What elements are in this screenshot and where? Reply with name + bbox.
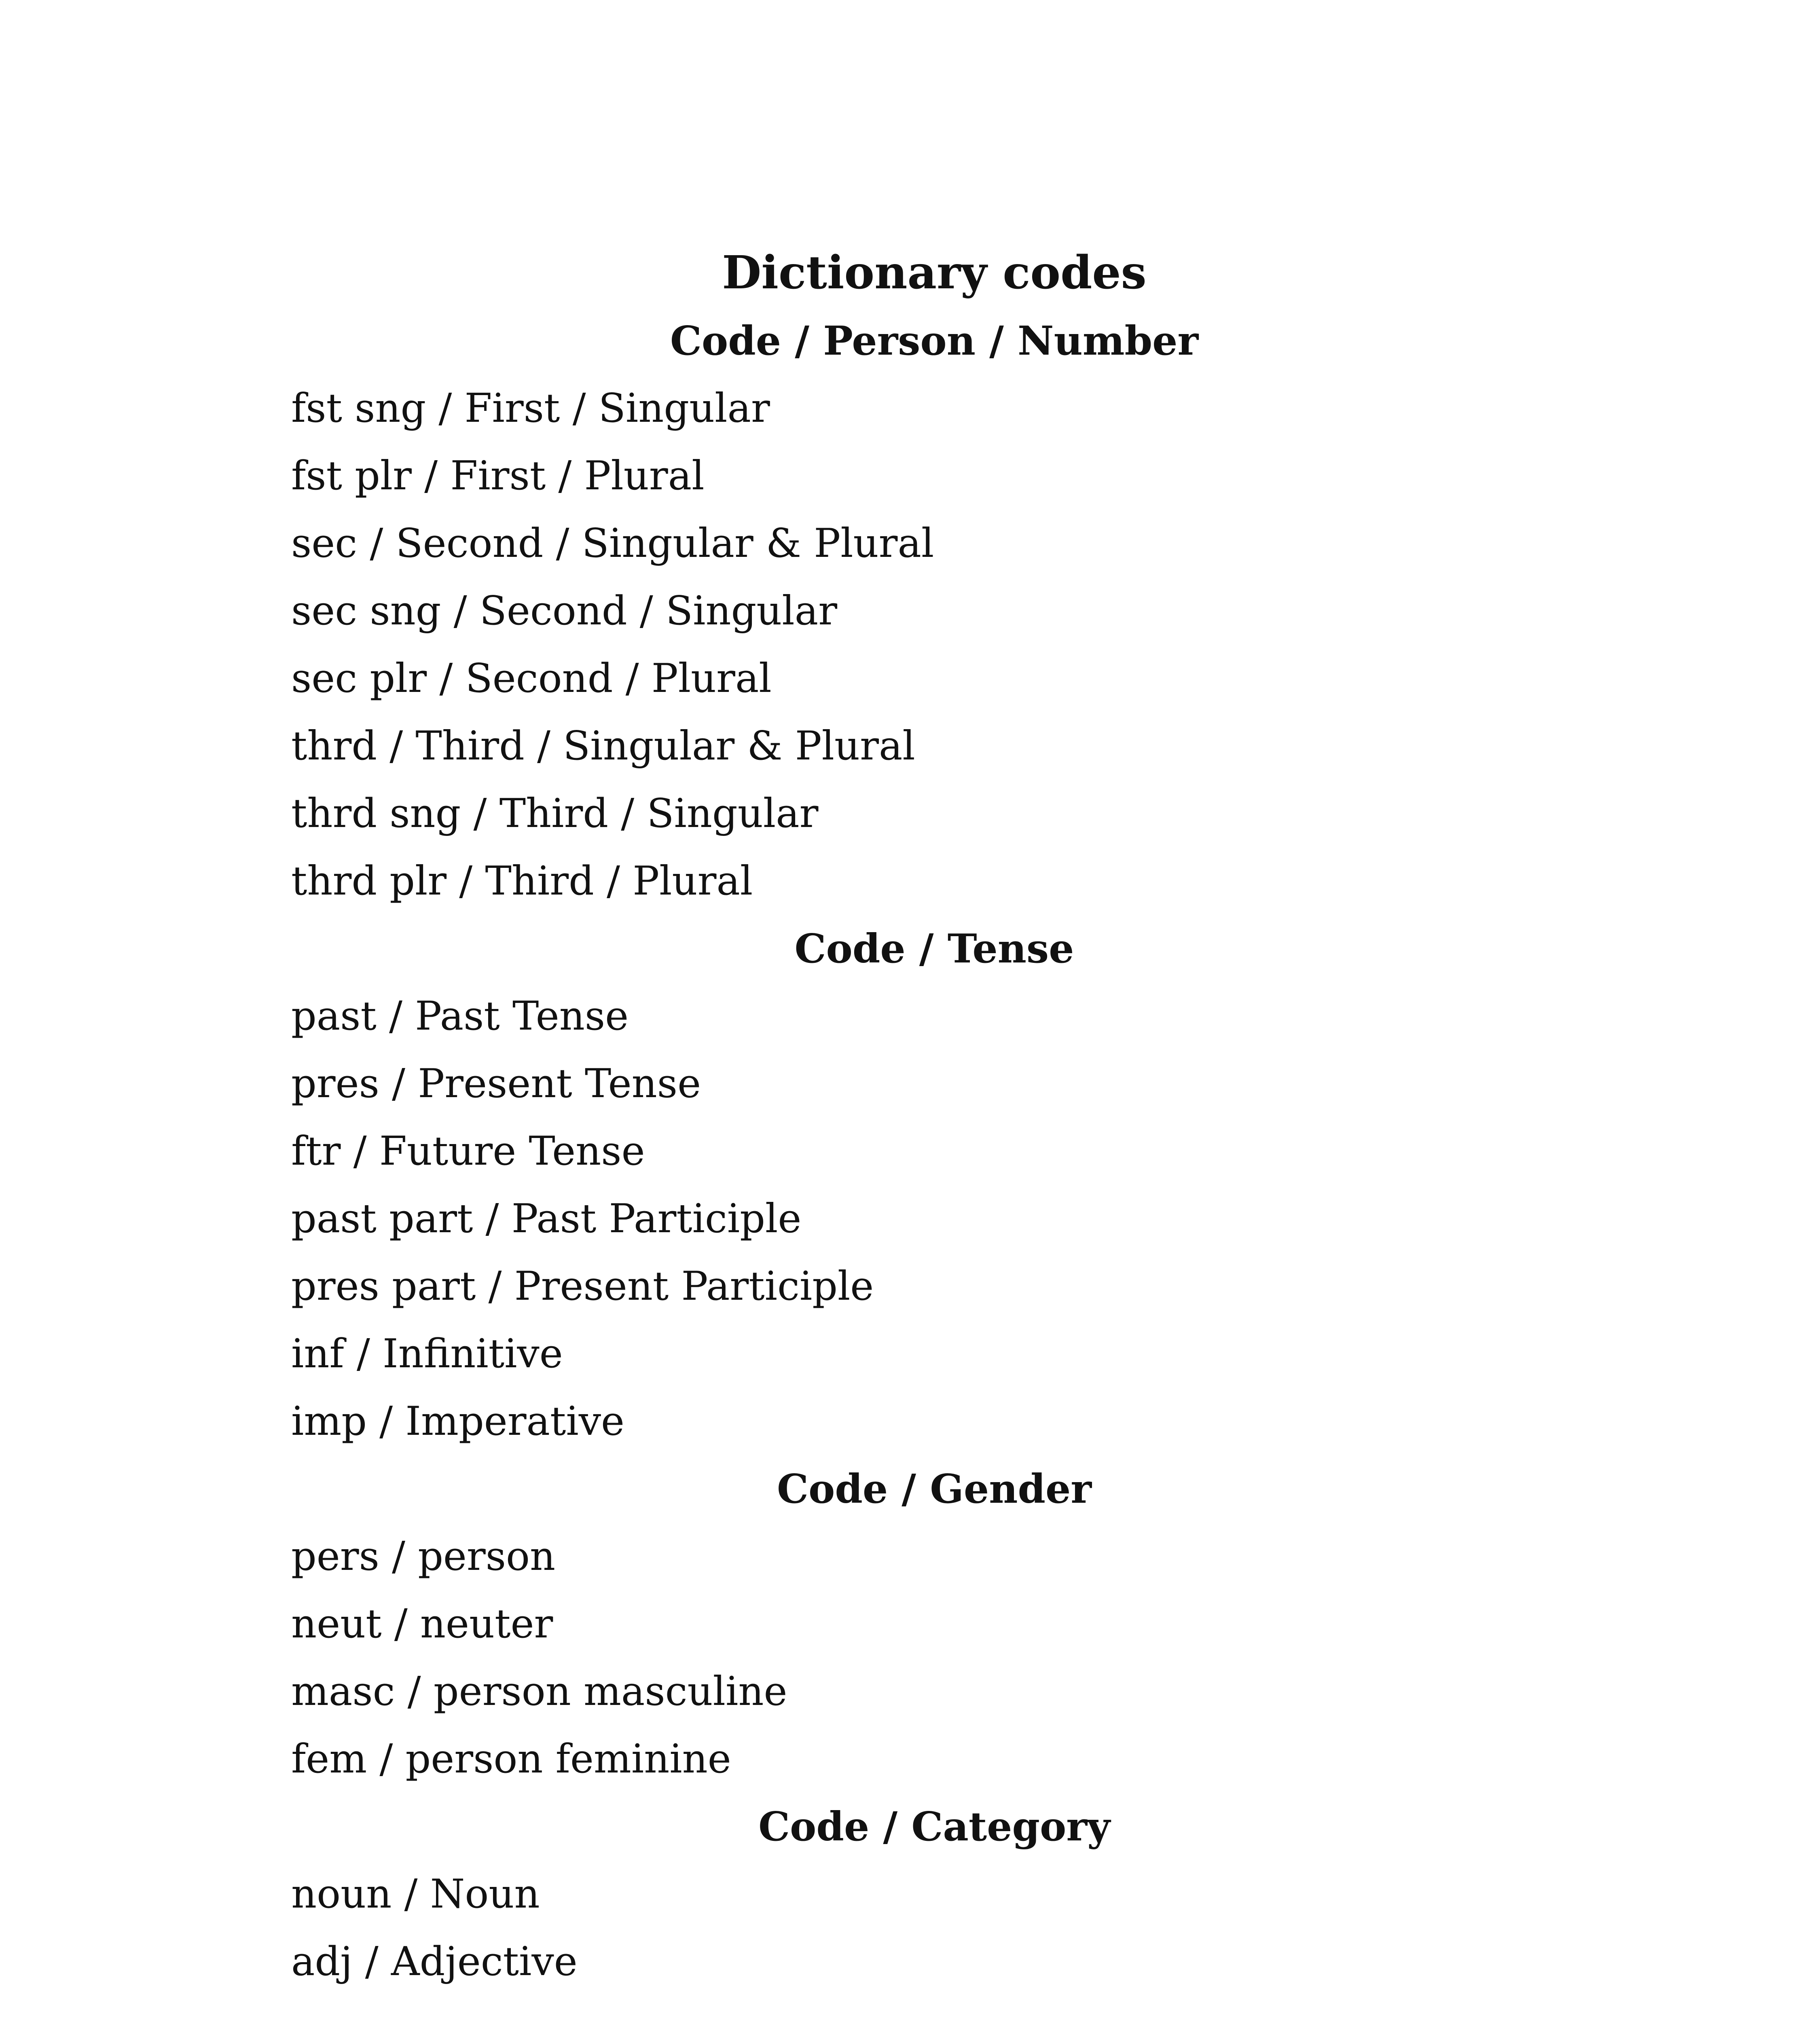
code-entry: sec sng / Second / Singular [291,588,838,634]
code-entry: fst plr / First / Plural [291,453,705,499]
code-entry: inf / Infinitive [291,1331,563,1377]
section-person-number [291,307,1577,915]
code-entry: sec / Second / Singular & Plural [291,520,934,567]
section-heading: Code / Tense [794,926,1074,972]
section-category [291,1793,1577,1996]
code-entry: thrd sng / Third / Singular [291,791,819,837]
code-entry: masc / person masculine [291,1669,787,1715]
section-heading: Code / Person / Number [670,318,1199,364]
section-gender [291,1455,1577,1793]
code-entry: fem / person feminine [291,1736,731,1782]
code-entry: noun / Noun [291,1871,540,1917]
section-heading: Code / Gender [777,1466,1092,1512]
code-entry: past part / Past Participle [291,1196,802,1242]
section-heading: Code / Category [758,1804,1110,1850]
code-entry: past / Past Tense [291,993,629,1039]
code-entry: sec plr / Second / Plural [291,656,772,702]
code-entry: adj / Adjective [291,1939,578,1985]
section-tense [291,915,1577,1455]
code-entry: pres / Present Tense [291,1061,701,1107]
code-entry: neut / neuter [291,1601,553,1647]
page-content [291,239,1577,1996]
code-entry: thrd / Third / Singular & Plural [291,723,915,769]
code-entry: thrd plr / Third / Plural [291,858,753,904]
code-entry: imp / Imperative [291,1398,625,1445]
page-title: Dictionary codes [722,246,1147,299]
code-entry: ftr / Future Tense [291,1128,645,1174]
code-entry: fst sng / First / Singular [291,385,770,431]
code-entry: pers / person [291,1533,556,1580]
code-entry: pres part / Present Participle [291,1263,874,1309]
